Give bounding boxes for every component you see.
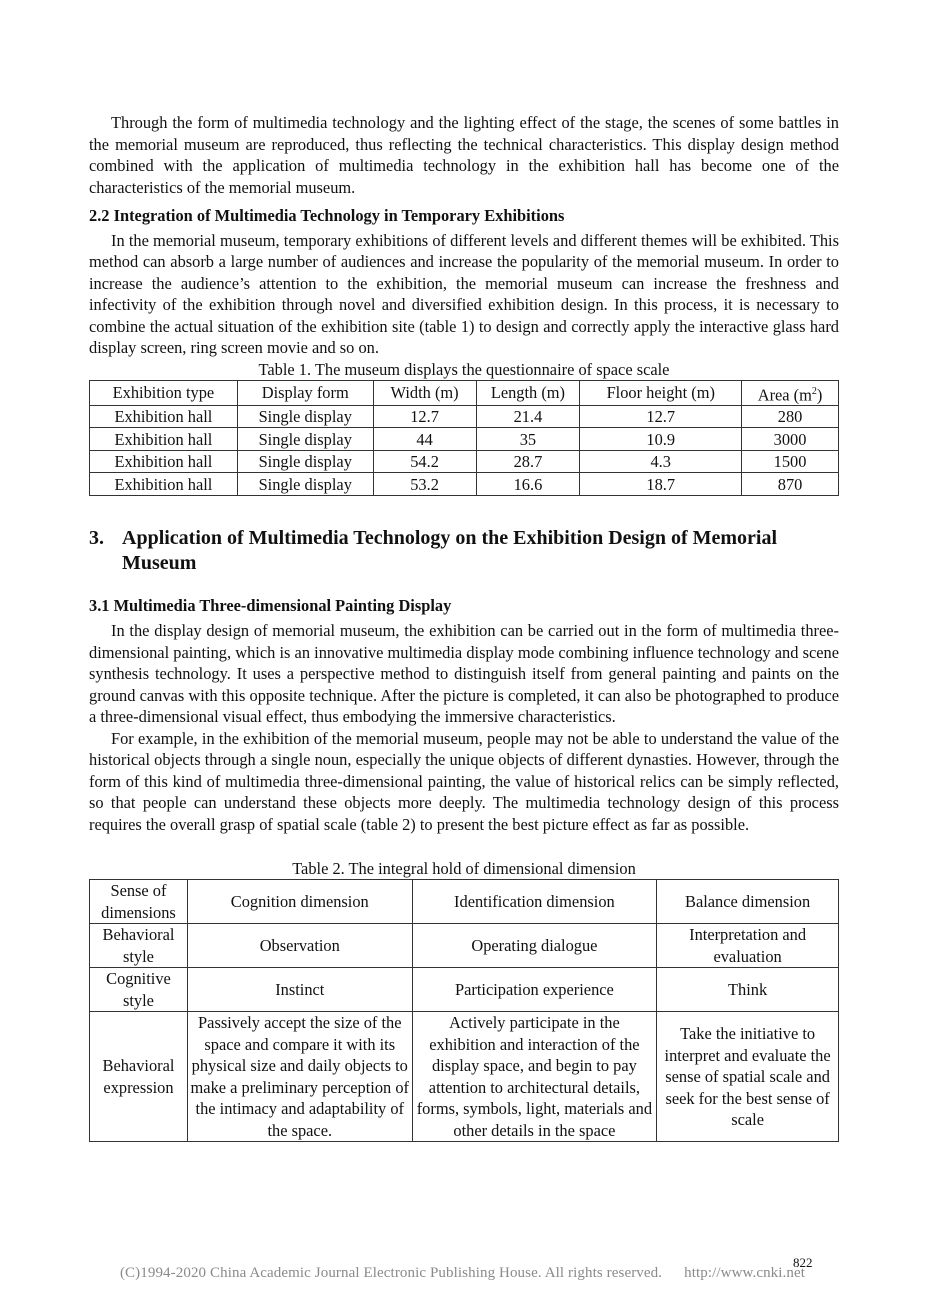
table-cell: Identification dimension: [412, 880, 657, 924]
table-1-header-cell-area: Area $(m^2)$: [742, 380, 839, 405]
table-cell: 4.3: [580, 450, 742, 473]
table-cell: 10.9: [580, 428, 742, 451]
table-row: [90, 968, 839, 1012]
table-cell: Behavioral style: [90, 924, 188, 968]
table-row: [90, 405, 839, 428]
table-cell: 1500: [742, 450, 839, 473]
table-cell: Think: [657, 968, 839, 1012]
table-cell: 21.4: [476, 405, 580, 428]
table-cell: 18.7: [580, 473, 742, 496]
table-row: [90, 428, 839, 451]
table-cell: Exhibition hall: [90, 450, 238, 473]
table-cell: Exhibition hall: [90, 428, 238, 451]
section-2-2-heading: 2.2 Integration of Multimedia Technology in Temporary Exhibitions: [89, 206, 565, 225]
table-cell: Sense of dimensions: [90, 880, 188, 924]
table-2-caption: Table 2. The integral hold of dimensional dimension: [292, 859, 636, 879]
table-cell: Participation experience: [412, 968, 657, 1012]
table-cell: Exhibition hall: [90, 405, 238, 428]
table-row: [90, 450, 839, 473]
table-cell: Passively accept the size of the space and compare it with its physical size and daily objects to make a preliminary perception of the intimacy and adaptability of the space.: [187, 1012, 412, 1142]
table-cell: 3000: [742, 428, 839, 451]
page-footer: [0, 1265, 925, 1282]
table-cell: Interpretation and evaluation: [657, 924, 839, 968]
table-row: [90, 880, 839, 924]
table-cell: Observation: [187, 924, 412, 968]
table-1-header-cell: Floor height (m): [580, 380, 742, 405]
table-cell: 28.7: [476, 450, 580, 473]
table-1: [89, 380, 839, 496]
table-cell: Operating dialogue: [412, 924, 657, 968]
table-1-header-cell: Length (m): [476, 380, 580, 405]
table-cell: 280: [742, 405, 839, 428]
footer-copyright: (C)1994-2020 China Academic Journal Electronic Publishing House. All rights reserved.: [119, 1265, 663, 1281]
table-1-header-row: [90, 380, 839, 405]
table-cell: 53.2: [373, 473, 476, 496]
table-1-header-cell: Display form: [237, 380, 373, 405]
table-cell: Behavioral expression: [90, 1012, 188, 1142]
intro-paragraph: Through the form of multimedia technology and the lighting effect of the stage, the scenes of some battles in the memorial museum are reproduced, thus reflecting the technical characteristics. This display design method combined with the application of multimedia technology in the exhibition hall has become one of the characteristics of the memorial museum.: [89, 113, 839, 197]
section-3-1-paragraph-2: For example, in the exhibition of the memorial museum, people may not be able to understand the value of the historical objects through a single noun, especially the unique objects of different dynasties. However, through the form of this kind of multimedia three-dimensional painting, the value of historical relics can be simply reflected, so that people can understand these objects more deeply. The multimedia technology design of this process requires the overall grasp of spatial scale (table 2) to present the best picture effect as far as possible.: [89, 728, 839, 834]
table-cell: Single display: [237, 450, 373, 473]
page-number: 822: [793, 1255, 813, 1270]
section-3-1-heading: 3.1 Multimedia Three-dimensional Painting Display: [89, 595, 452, 615]
section-3-heading: [89, 526, 839, 576]
table-cell: 16.6: [476, 473, 580, 496]
table-cell: Balance dimension: [657, 880, 839, 924]
table-cell: 870: [742, 473, 839, 496]
table-cell: Exhibition hall: [90, 473, 238, 496]
table-row: [90, 1012, 839, 1142]
section-2-2-paragraph: In the memorial museum, temporary exhibitions of different levels and different themes will be exhibited. This method can absorb a large number of audiences and increase the popularity of the memorial museum. In order to increase the audience’s attention to the exhibition, the memorial museum can increase the freshness and infectivity of the exhibition through novel and diversified exhibition design. In this process, it is necessary to combine the actual situation of the exhibition site (table 1) to design and correctly apply the interactive glass hard display screen, ring screen movie and so on.: [89, 230, 839, 357]
table-2: [89, 879, 839, 1142]
table-cell: Single display: [237, 473, 373, 496]
table-cell: Instinct: [187, 968, 412, 1012]
footer-url: http://www.cnki.net: [684, 1265, 806, 1281]
table-row: [90, 924, 839, 968]
table-cell: Cognition dimension: [187, 880, 412, 924]
table-1-header-cell: Width (m): [373, 380, 476, 405]
page-content: [89, 112, 839, 1142]
table-cell: Single display: [237, 428, 373, 451]
table-cell: Take the initiative to interpret and evaluate the sense of spatial scale and seek for the best sense of scale: [657, 1012, 839, 1142]
table-cell: 12.7: [580, 405, 742, 428]
section-3-1-paragraph-1: In the display design of memorial museum, the exhibition can be carried out in the form of multimedia three-dimensional painting, which is an innovative multimedia display mode combining influence technology and scene synthesis technology. It uses a perspective method to distinguish itself from general painting and paints on the ground canvas with this opposite technique. After the picture is completed, it can also be photographed to produce a three-dimensional visual effect, thus embodying the immersive characteristics.: [89, 621, 839, 727]
table-cell: Single display: [237, 405, 373, 428]
table-1-caption: Table 1. The museum displays the questionnaire of space scale: [258, 359, 670, 379]
table-cell: Cognitive style: [90, 968, 188, 1012]
table-cell: Actively participate in the exhibition and interaction of the display space, and begin to pay attention to architectural details, forms, symbols, light, materials and other details in the space: [412, 1012, 657, 1142]
table-row: [90, 473, 839, 496]
table-1-header-cell: Exhibition type: [90, 380, 238, 405]
section-number: 3.: [89, 526, 104, 549]
table-cell: 35: [476, 428, 580, 451]
table-cell: 54.2: [373, 450, 476, 473]
table-cell: 12.7: [373, 405, 476, 428]
section-title: Application of Multimedia Technology on the Exhibition Design of Memorial Museum: [122, 526, 778, 574]
table-cell: 44: [373, 428, 476, 451]
